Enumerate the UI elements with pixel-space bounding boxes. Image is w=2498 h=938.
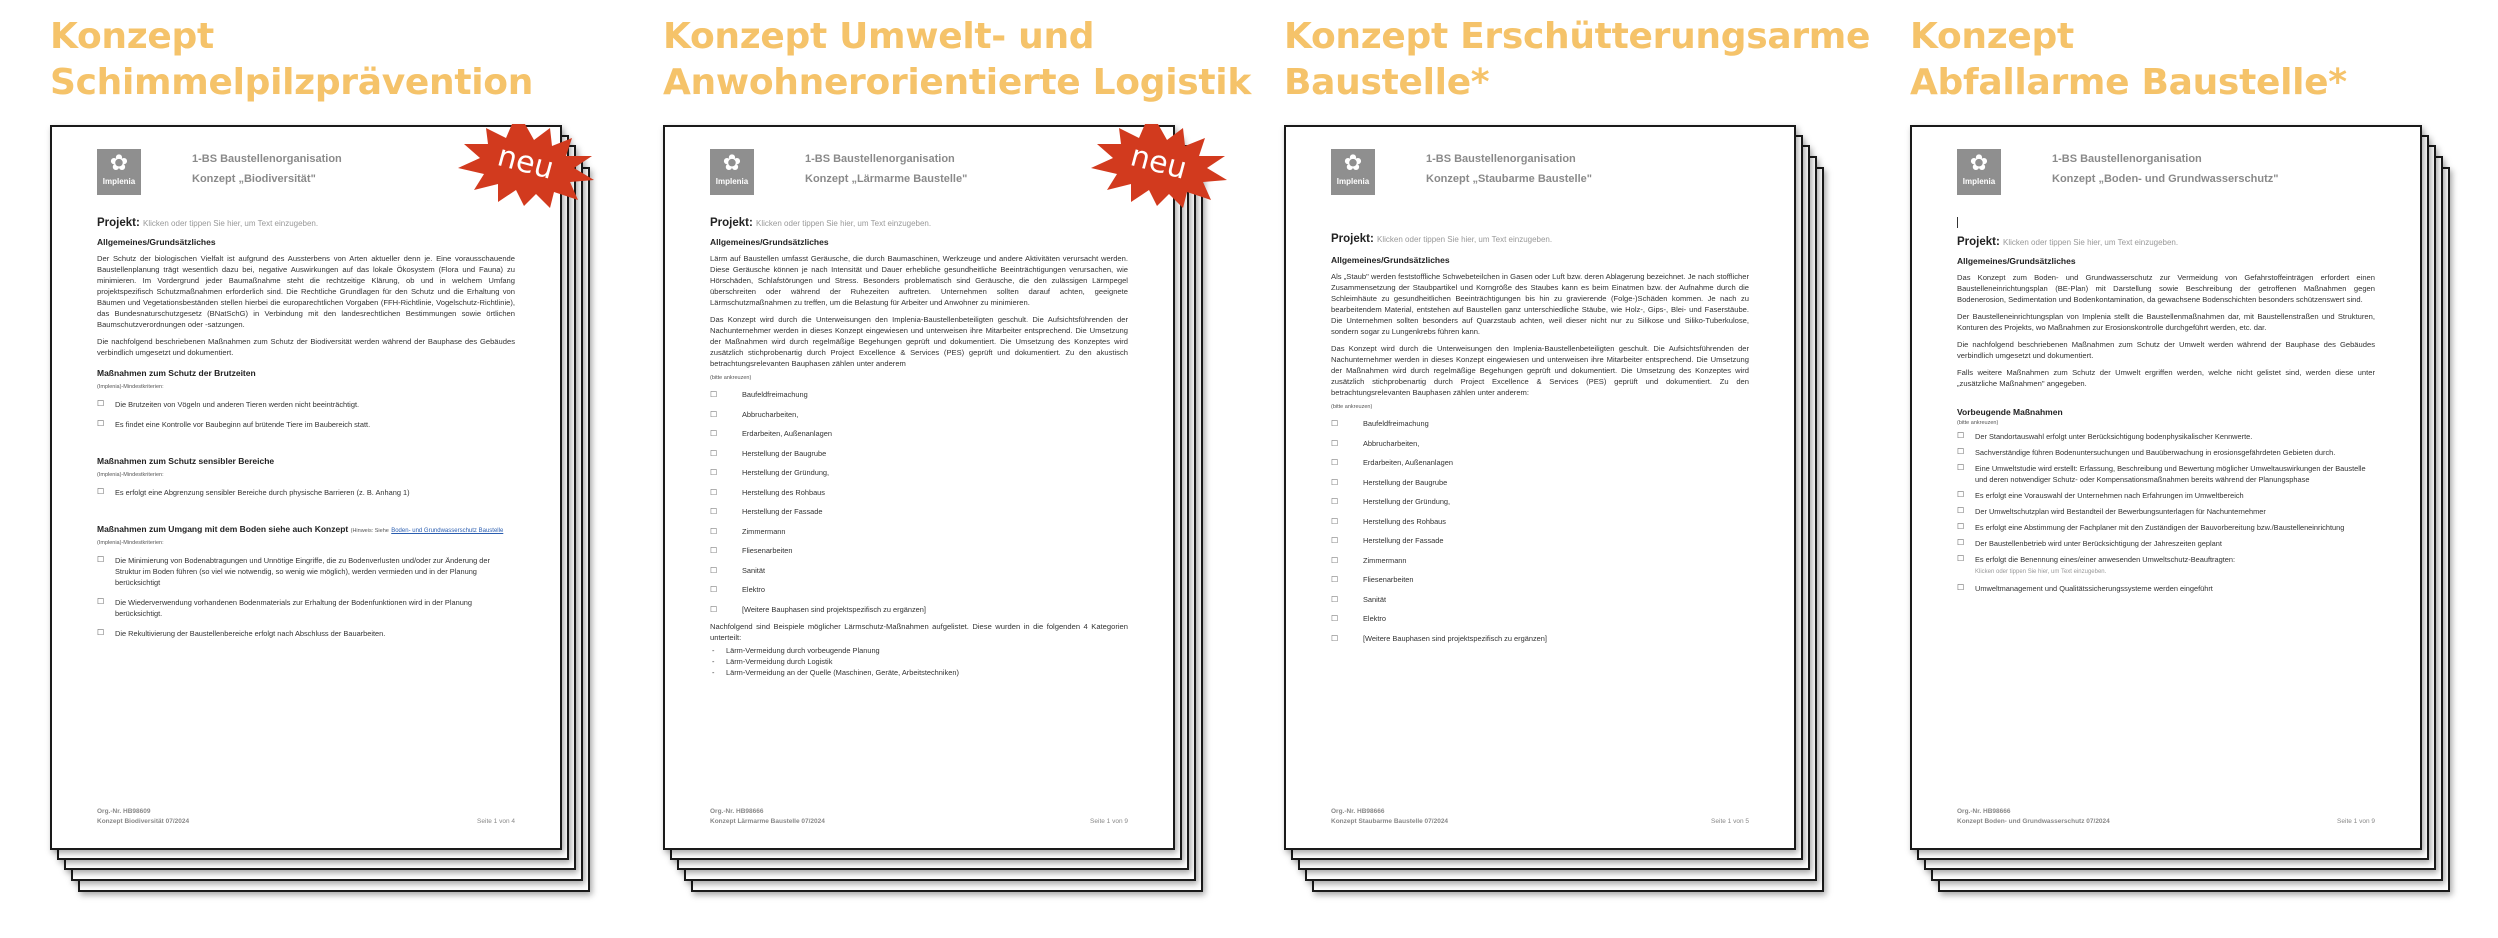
criteria-note: (Implenia)-Mindestkriterien: — [97, 472, 164, 478]
section-heading: Allgemeines/Grundsätzliches — [1957, 256, 2076, 266]
document-header — [1957, 147, 2375, 199]
paragraph: Der Baustelleneinrichtungsplan von Implenia stellt die Baustellenmaßnahmen dar, mit Baustellenstraßen und Strukturen, Konturen des Projekts, wo Maßnahmen zur Erosionskontrolle durchgeführt werden, etc. dar. — [1957, 312, 2375, 332]
phase-checkbox[interactable]: ☐ [Weitere Bauphasen sind projektspezifisch zu ergänzen] — [1331, 629, 1749, 649]
phase-checkbox[interactable]: ☐ Herstellung der Baugrube — [1331, 473, 1749, 493]
paragraph: Als „Staub" werden feststoffliche Schwebeteilchen in Gasen oder Luft bzw. deren Ablagerung bezeichnet. Je nach stofflicher Zusammensetzung der Staubpartikel und Korngröße des Staubes kann es beim Einatmen bzw. der Aufnahme durch die Schleimhäute zu gesundheitlichen Beeinträchtigungen bis hin zu gravierende (Folge-)Schäden kommen. Je nach zu bearbeitendem Material, entstehen auf Baustellen ganz unterschiedliche Stäube, wie Holz-, Gips-, Blei- und Faserstäube. Die Unternehmen sollten besonders auf Quarzstaub achten, weil dieser nicht nur zu Silikose und Siliko-Tuberkulose, sondern sogar zu Lungenkrebs führen kann. — [1331, 272, 1749, 336]
phase-checkbox[interactable]: ☐ Abbrucharbeiten, — [1331, 434, 1749, 454]
logo-name: Implenia — [102, 177, 136, 186]
paragraph: Die nachfolgend beschriebenen Maßnahmen zum Schutz der Umwelt werden während der Bauphase des Gebäudes verbindlich umgesetzt und dokumentiert. — [1957, 340, 2375, 360]
company-logo — [97, 149, 141, 195]
company-logo — [710, 149, 754, 195]
phase-checklist — [710, 385, 1128, 619]
phase-checkbox[interactable]: ☐ Herstellung der Fassade — [1331, 531, 1749, 551]
hint-text: (Hinweis: Siehe — [350, 528, 389, 534]
checkbox-item-text: Es erfolgt die Benennung eines/einer anwesenden Umweltschutz-Beauftragten: — [1975, 555, 2236, 564]
phase-checklist — [1331, 414, 1749, 648]
paragraph: Das Konzept wird durch die Unterweisungen den Implenia-Baustellenbeteiligten geschult. Die Aufsichtsführenden der Nachunternehmer werden in dieses Konzept eingewiesen und unterweisen ihre Mitarbeiter entsprechend. Die Umsetzung der Maßnahmen wird durch regelmäßige Begehungen geprüft und dokumentiert. Die Umsetzung des Konzeptes wird zusätzlich stichprobenartig durch Project Excellence & Services (PES) geprüft und dokumentiert. Zu den betrachtungsrelevanten Bauphasen zählen unter anderem: — [1331, 344, 1749, 397]
checkbox-item[interactable] — [1957, 554, 2375, 578]
document-front-page[interactable] — [1284, 125, 1796, 850]
criteria-note: (Implenia)-Mindestkriterien: — [97, 384, 164, 390]
phase-checkbox[interactable]: ☐ Sanität — [1331, 590, 1749, 610]
document-footer — [97, 808, 515, 830]
flower-icon: ✿ — [1343, 150, 1363, 175]
section-heading — [97, 524, 515, 534]
phase-checkbox[interactable]: ☐ Fliesenarbeiten — [710, 541, 1128, 561]
footer-org-number: Org.-Nr. HB98609 — [97, 808, 151, 815]
document-subtitle: Konzept „Biodiversität" — [192, 173, 316, 185]
phase-checkbox[interactable]: ☐ Zimmermann — [710, 522, 1128, 542]
footer-concept: Konzept Lärmarme Baustelle 07/2024 — [710, 818, 825, 825]
project-field[interactable] — [1331, 233, 1749, 245]
phase-checkbox[interactable]: ☐ Fliesenarbeiten — [1331, 570, 1749, 590]
project-field[interactable] — [1957, 236, 2375, 248]
phase-checkbox[interactable]: ☐ Baufeldfreimachung — [1331, 414, 1749, 434]
phase-checkbox[interactable]: ☐ Herstellung der Gründung, — [1331, 492, 1749, 512]
checkbox-note: (bitte ankreuzen) — [1331, 404, 1373, 410]
title-line-2: Anwohnerorientierte Logistik — [663, 62, 1251, 103]
dash-item: - Lärm-Vermeidung an der Quelle (Maschinen, Geräte, Arbeitstechniken) — [710, 667, 1128, 678]
section-heading: Allgemeines/Grundsätzliches — [710, 237, 829, 247]
checkbox-item[interactable]: ☐ Die Wiederverwendung vorhandenen Bodenmaterials zur Erhaltung der Bodenfunktionen wird in der Planung berücksichtigt. — [97, 597, 515, 619]
concept-title — [1910, 14, 2347, 106]
phase-checkbox[interactable]: ☐ Elektro — [710, 580, 1128, 600]
phase-checkbox[interactable]: ☐ [Weitere Bauphasen sind projektspezifisch zu ergänzen] — [710, 600, 1128, 620]
phase-checkbox[interactable]: ☐ Herstellung des Rohbaus — [1331, 512, 1749, 532]
phase-checkbox[interactable]: ☐ Herstellung der Gründung, — [710, 463, 1128, 483]
company-logo — [1957, 149, 2001, 195]
checkbox-item[interactable]: ☐ Sachverständige führen Bodenuntersuchungen und Bauüberwachung in erosionsgefährdeten Gebieten durch. — [1957, 447, 2375, 458]
phase-checkbox[interactable]: ☐ Abbrucharbeiten, — [710, 405, 1128, 425]
paragraph: Falls weitere Maßnahmen zum Schutz der Umwelt ergriffen werden, welche nicht gelistet sind, werden diese unter „zusätzliche Maßnahmen" angegeben. — [1957, 368, 2375, 388]
phase-checkbox[interactable]: ☐ Elektro — [1331, 609, 1749, 629]
flower-icon: ✿ — [109, 150, 129, 175]
checkbox-item[interactable]: ☐ Der Umweltschutzplan wird Bestandteil der Bewerbungsunterlagen für Nachunternehmer — [1957, 506, 2375, 517]
footer-concept: Konzept Biodiversität 07/2024 — [97, 818, 190, 825]
phase-checkbox[interactable]: ☐ Erdarbeiten, Außenanlagen — [1331, 453, 1749, 473]
checkbox-item[interactable]: ☐ Es erfolgt eine Vorauswahl der Unternehmen nach Erfahrungen im Umweltbereich — [1957, 490, 2375, 501]
footer-page-number: Seite 1 von 9 — [2337, 818, 2375, 825]
document-front-page[interactable] — [663, 125, 1175, 850]
document-front-page[interactable] — [50, 125, 562, 850]
project-field[interactable] — [97, 217, 515, 229]
company-logo — [1331, 149, 1375, 195]
section-heading-text: Maßnahmen zum Umgang mit dem Boden siehe auch Konzept — [97, 524, 349, 534]
document-footer — [710, 808, 1128, 830]
document-subtitle: Konzept „Staubarme Baustelle" — [1426, 173, 1592, 185]
footer-concept: Konzept Staubarme Baustelle 07/2024 — [1331, 818, 1449, 825]
footer-concept: Konzept Boden- und Grundwasserschutz 07/2024 — [1957, 818, 2110, 825]
concept-title — [663, 14, 1251, 106]
title-line-2: Schimmelpilzprävention — [50, 62, 534, 103]
document-stack[interactable] — [50, 125, 635, 900]
checkbox-list — [97, 555, 515, 639]
phase-checkbox[interactable]: ☐ Sanität — [710, 561, 1128, 581]
title-line-2: Abfallarme Baustelle* — [1910, 62, 2347, 103]
document-header — [710, 147, 1128, 199]
document-stack[interactable] — [663, 125, 1248, 900]
paragraph: Das Konzept zum Boden- und Grundwasserschutz zur Vermeidung von Gefahrstoffeinträgen erfordert einen Baustelleneinrichtungsplan (BE-Plan) mit Darstellung sowie Beschreibung der getroffenen Maßnahmen gegen Bodenerosion, Sedimentation und Bodenkontamination, da gewachsene Bodenschichten besonders schützenswert sind. — [1957, 273, 2375, 304]
project-placeholder[interactable]: Klicken oder tippen Sie hier, um Text einzugeben. — [2003, 238, 2179, 247]
item-placeholder[interactable]: Klicken oder tippen Sie hier, um Text einzugeben. — [1975, 569, 2107, 575]
checkbox-list — [97, 399, 515, 430]
checkbox-item[interactable]: ☐ Umweltmanagement und Qualitätssicherungssysteme werden eingeführt — [1957, 583, 2375, 594]
paragraph: Das Konzept wird durch die Unterweisungen den Implenia-Baustellenbeteiligten geschult. Die Aufsichtsführenden der Nachunternehmer werden in dieses Konzept eingewiesen und unterweisen ihre Mitarbeiter entsprechend. Die Umsetzung der Maßnahmen wird durch regelmäßige Begehungen geprüft und dokumentiert. Die Umsetzung des Konzeptes wird zusätzlich stichprobenartig durch Project Excellence & Services (PES) geprüft und dokumentiert. Zu den akustisch betrachtungsrelevanten Bauphasen zählen unter anderem — [710, 315, 1128, 368]
criteria-note: (Implenia)-Mindestkriterien: — [97, 540, 164, 546]
document-stack[interactable] — [1910, 125, 2495, 900]
title-line-2: Baustelle* — [1284, 62, 1490, 103]
dash-item: - Lärm-Vermeidung durch vorbeugende Planung — [710, 645, 1128, 656]
phase-checkbox[interactable]: ☐ Herstellung der Fassade — [710, 502, 1128, 522]
project-label: Projekt: — [97, 217, 140, 229]
phase-checkbox[interactable]: ☐ Zimmermann — [1331, 551, 1749, 571]
document-org: 1-BS Baustellenorganisation — [1426, 153, 1576, 165]
concept-title — [50, 14, 533, 106]
title-line-1: Konzept — [1910, 16, 2074, 57]
paragraph: Der Schutz der biologischen Vielfalt ist aufgrund des Aussterbens von Arten aktueller denn je. Eine vorausschauende Baustellenplanung trägt wesentlich dazu bei, negative Auswirkungen auf das lokale Ökosystem (Flora und Fauna) zu minimieren. Im Vordergrund jeder Baumaßnahme steht die rechtzeitige Klärung, ob und in welchem Umfang projektspezifisch Schutzmaßnahmen erforderlich sind. Die Rechtliche Grundlagen für den Schutz und die Erhaltung von Bäumen und Vegetationsbeständen stellen hierbei die europarechtlichen Vorgaben (FFH-Richtlinie, Vogelschutz-Richtlinie), das Bundesnaturschutzgesetz (BNatSchG) in Verbindung mit den landesrechtlichen Bestimmungen sowie örtlichen Baumschutzverordnungen oder -satzungen. — [97, 254, 515, 329]
title-line-1: Konzept Umwelt- und — [663, 16, 1095, 57]
project-label: Projekt: — [1331, 233, 1374, 245]
footer-org-number: Org.-Nr. HB98666 — [710, 808, 764, 815]
concept-column-1 — [50, 0, 650, 938]
checkbox-item[interactable]: ☐ Es erfolgt eine Abgrenzung sensibler Bereiche durch physische Barrieren (z. B. Anhang 1) — [97, 487, 515, 498]
checkbox-item[interactable]: ☐ Der Baustellenbetrieb wird unter Berücksichtigung der Jahreszeiten geplant — [1957, 538, 2375, 549]
document-org: 1-BS Baustellenorganisation — [2052, 153, 2202, 165]
footer-page-number: Seite 1 von 4 — [477, 818, 515, 825]
dash-item: - Lärm-Vermeidung durch Logistik — [710, 656, 1128, 667]
project-placeholder[interactable]: Klicken oder tippen Sie hier, um Text einzugeben. — [1377, 235, 1553, 244]
concept-link[interactable]: Boden- und Grundwasserschutz Baustelle — [391, 528, 504, 534]
document-footer — [1331, 808, 1749, 830]
checkbox-note: (bitte ankreuzen) — [710, 375, 752, 381]
document-header — [1331, 147, 1749, 199]
section-heading: Allgemeines/Grundsätzliches — [97, 237, 216, 247]
section-heading: Maßnahmen zum Schutz sensibler Bereiche — [97, 456, 275, 466]
badge-label: neu — [493, 138, 558, 187]
new-badge — [450, 120, 600, 210]
paragraph: Nachfolgend sind Beispiele möglicher Lärmschutz-Maßnahmen aufgelistet. Diese wurden in die folgenden 4 Kategorien unterteilt: — [710, 622, 1128, 642]
phase-checkbox[interactable]: ☐ Erdarbeiten, Außenanlagen — [710, 424, 1128, 444]
new-badge — [1083, 120, 1233, 210]
document-stack[interactable] — [1284, 125, 1869, 900]
document-org: 1-BS Baustellenorganisation — [805, 153, 955, 165]
footer-org-number: Org.-Nr. HB98666 — [1957, 808, 2011, 815]
concept-column-3 — [1284, 0, 1884, 938]
flower-icon: ✿ — [1969, 150, 1989, 175]
checkbox-item[interactable]: ☐ Es findet eine Kontrolle vor Baubeginn auf brütende Tiere im Baubereich statt. — [97, 419, 515, 430]
title-line-1: Konzept — [50, 16, 214, 57]
dash-list — [710, 645, 1128, 678]
document-front-page[interactable] — [1910, 125, 2422, 850]
project-placeholder[interactable]: Klicken oder tippen Sie hier, um Text einzugeben. — [756, 219, 932, 228]
project-label: Projekt: — [1957, 236, 2000, 248]
section-heading: Vorbeugende Maßnahmen — [1957, 407, 2063, 417]
phase-checkbox[interactable]: ☐ Baufeldfreimachung — [710, 385, 1128, 405]
checkbox-item[interactable]: ☐ Der Standortauswahl erfolgt unter Berücksichtigung bodenphysikalischer Kennwerte. — [1957, 431, 2375, 442]
project-field[interactable] — [710, 217, 1128, 229]
footer-page-number: Seite 1 von 5 — [1711, 818, 1749, 825]
phase-checkbox[interactable]: ☐ Herstellung der Baugrube — [710, 444, 1128, 464]
concept-title — [1284, 14, 1870, 106]
checkbox-item[interactable]: ☐ Die Rekultivierung der Baustellenbereiche erfolgt nach Abschluss der Bauarbeiten. — [97, 628, 515, 639]
phase-checkbox[interactable]: ☐ Herstellung des Rohbaus — [710, 483, 1128, 503]
title-line-1: Konzept Erschütterungsarme — [1284, 16, 1871, 57]
concept-column-4 — [1910, 0, 2498, 938]
checkbox-item[interactable]: ☐ Eine Umweltstudie wird erstellt: Erfassung, Beschreibung und Bewertung möglicher Umweltauswirkungen der Baustelle und deren notwendiger Schutz- oder Kompensationsmaßnahmen bereits während der Planungsphase — [1957, 463, 2375, 485]
section-heading: Maßnahmen zum Schutz der Brutzeiten — [97, 368, 256, 378]
project-label: Projekt: — [710, 217, 753, 229]
text-cursor — [1957, 217, 1958, 228]
checkbox-list — [97, 487, 515, 498]
checkbox-item[interactable]: ☐ Es erfolgt eine Abstimmung der Fachplaner mit den Zuständigen der Bauvorbereitung bzw./Baustelleneinrichtung — [1957, 522, 2375, 533]
checkbox-item[interactable]: ☐ Die Minimierung von Bodenabtragungen und Unnötige Eingriffe, die zu Bodenverlusten und/oder zur Änderung der Struktur im Boden führen (so viel wie notwendig, so wenig wie möglich), werden vermieden und in der Planung berücksichtigt — [97, 555, 515, 588]
section-heading: Allgemeines/Grundsätzliches — [1331, 255, 1450, 265]
checkbox-list — [1957, 431, 2375, 594]
paragraph: Lärm auf Baustellen umfasst Geräusche, die durch Baumaschinen, Werkzeuge und andere Aktivitäten verursacht werden. Diese Geräusche können je nach Intensität und Dauer erhebliche gesundheitliche Beeinträchtigungen verursachen, wie Hörschäden, Schlafstörungen und Stress. Besonders problematisch sind Geräusche, die den zulässigen Lärmpegel überschreiten oder während der Ruhezeiten auftreten. Unternehmen sollten darauf achten, geeignete Lärmschutzmaßnahmen zu treffen, um die Belastung für Arbeiter und Anwohner zu minimieren. — [710, 254, 1128, 307]
concept-column-2 — [663, 0, 1263, 938]
logo-name: Implenia — [1336, 177, 1370, 186]
badge-label: neu — [1126, 138, 1191, 187]
flower-icon: ✿ — [722, 150, 742, 175]
document-footer — [1957, 808, 2375, 830]
checkbox-note: (bitte ankreuzen) — [1957, 420, 1999, 426]
project-placeholder[interactable]: Klicken oder tippen Sie hier, um Text einzugeben. — [143, 219, 319, 228]
footer-org-number: Org.-Nr. HB98666 — [1331, 808, 1385, 815]
document-subtitle: Konzept „Boden- und Grundwasserschutz" — [2052, 173, 2279, 185]
document-subtitle: Konzept „Lärmarme Baustelle" — [805, 173, 968, 185]
logo-name: Implenia — [1962, 177, 1996, 186]
logo-name: Implenia — [715, 177, 749, 186]
checkbox-item[interactable]: ☐ Die Brutzeiten von Vögeln und anderen Tieren werden nicht beeinträchtigt. — [97, 399, 515, 410]
paragraph: Die nachfolgend beschriebenen Maßnahmen zum Schutz der Biodiversität werden während der Bauphase des Gebäudes verbindlich umgesetzt und dokumentiert. — [97, 337, 515, 357]
document-org: 1-BS Baustellenorganisation — [192, 153, 342, 165]
footer-page-number: Seite 1 von 9 — [1090, 818, 1128, 825]
